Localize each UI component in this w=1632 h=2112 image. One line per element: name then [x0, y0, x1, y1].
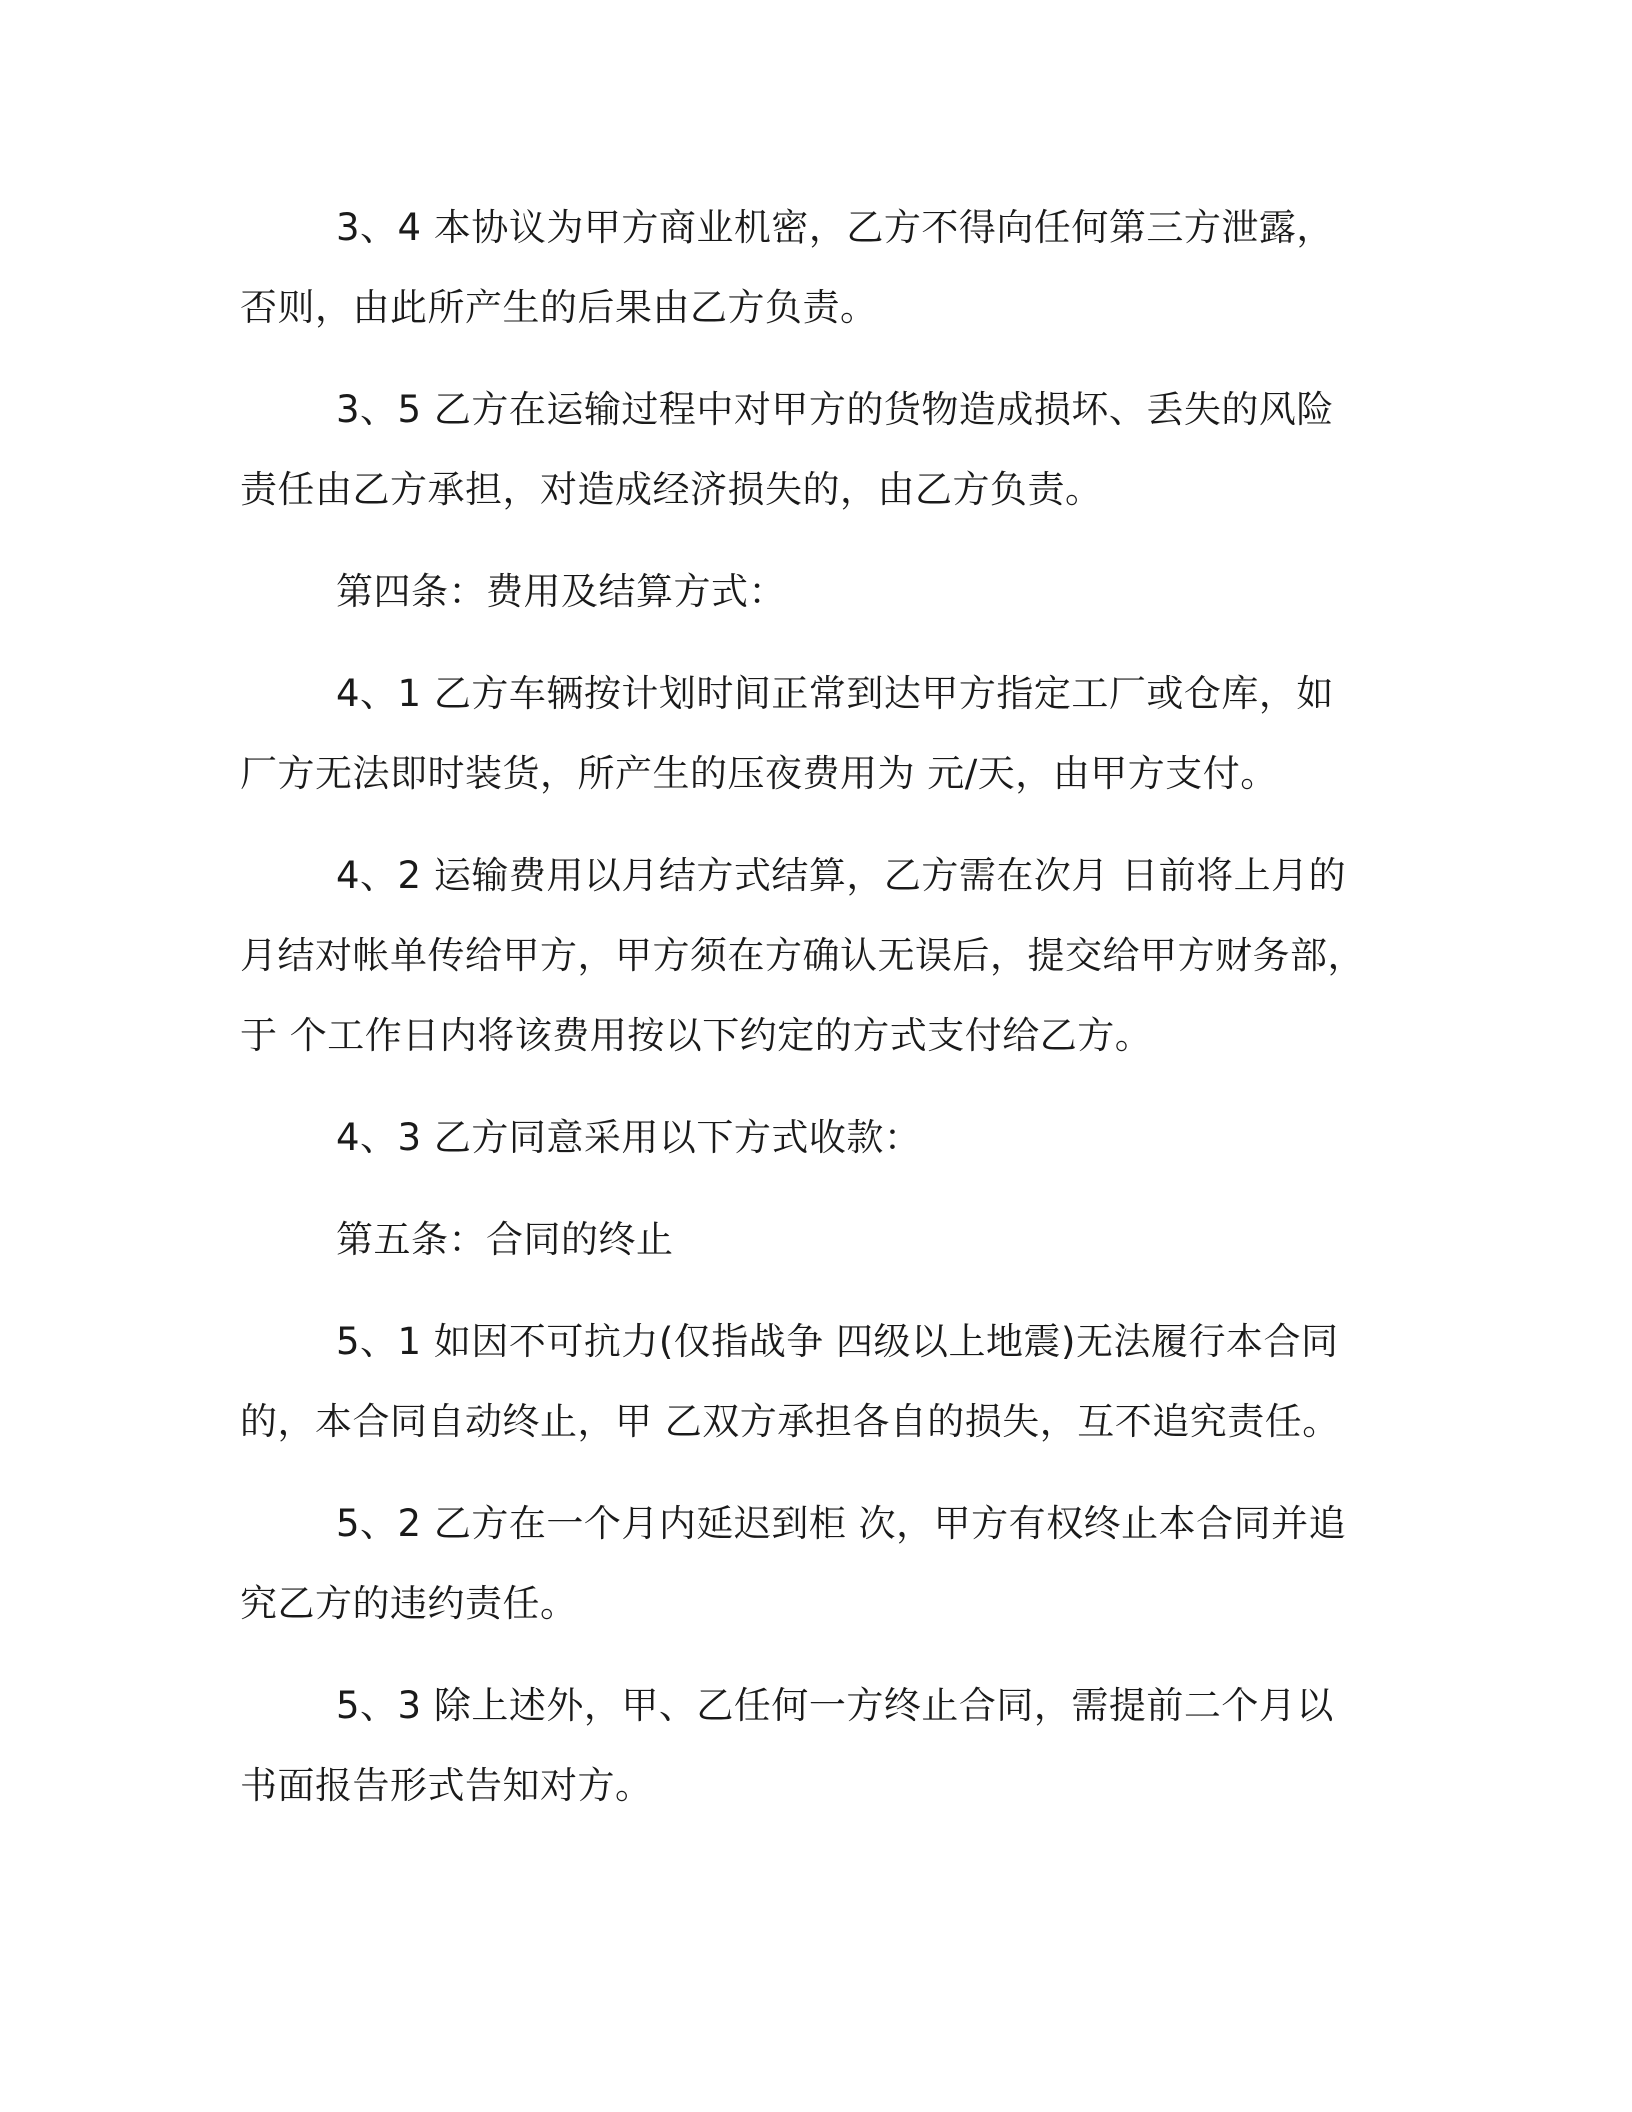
clause-4-3: 4、3 乙方同意采用以下方式收款：: [336, 1116, 922, 1159]
clause-4-2: 4、2 运输费用以月结方式结算，乙方需在次月 日前将上月的月结对帐单传给甲方，甲方须在方确认无误后，提交给甲方财务部，于 个工作日内将该费用按以下约定的方式支付给乙方。: [240, 854, 1365, 1057]
clause-5-1: 5、1 如因不可抗力(仅指战争 四级以上地震)无法履行本合同的，本合同自动终止，甲 乙双方承担各自的损失，互不追究责任。: [240, 1320, 1340, 1443]
clause-3-4: 3、4 本协议为甲方商业机密，乙方不得向任何第三方泄露，否则，由此所产生的后果由乙方负责。: [240, 206, 1334, 329]
clause-5-3: 5、3 除上述外，甲、乙任何一方终止合同，需提前二个月以书面报告形式告知对方。: [240, 1684, 1334, 1807]
document-page: [240, 188, 1370, 1848]
clause-4-1: 4、1 乙方车辆按计划时间正常到达甲方指定工厂或仓库，如厂方无法即时装货，所产生的压夜费用为 元/天，由甲方支付。: [240, 672, 1334, 795]
clause-3-5: 3、5 乙方在运输过程中对甲方的货物造成损坏、丢失的风险责任由乙方承担，对造成经济损失的，由乙方负责。: [240, 388, 1334, 511]
clause-5-2: 5、2 乙方在一个月内延迟到柜 次，甲方有权终止本合同并追究乙方的违约责任。: [240, 1502, 1347, 1625]
article-4-heading: 第四条：费用及结算方式：: [336, 570, 786, 613]
article-5-heading: 第五条：合同的终止: [336, 1218, 674, 1261]
